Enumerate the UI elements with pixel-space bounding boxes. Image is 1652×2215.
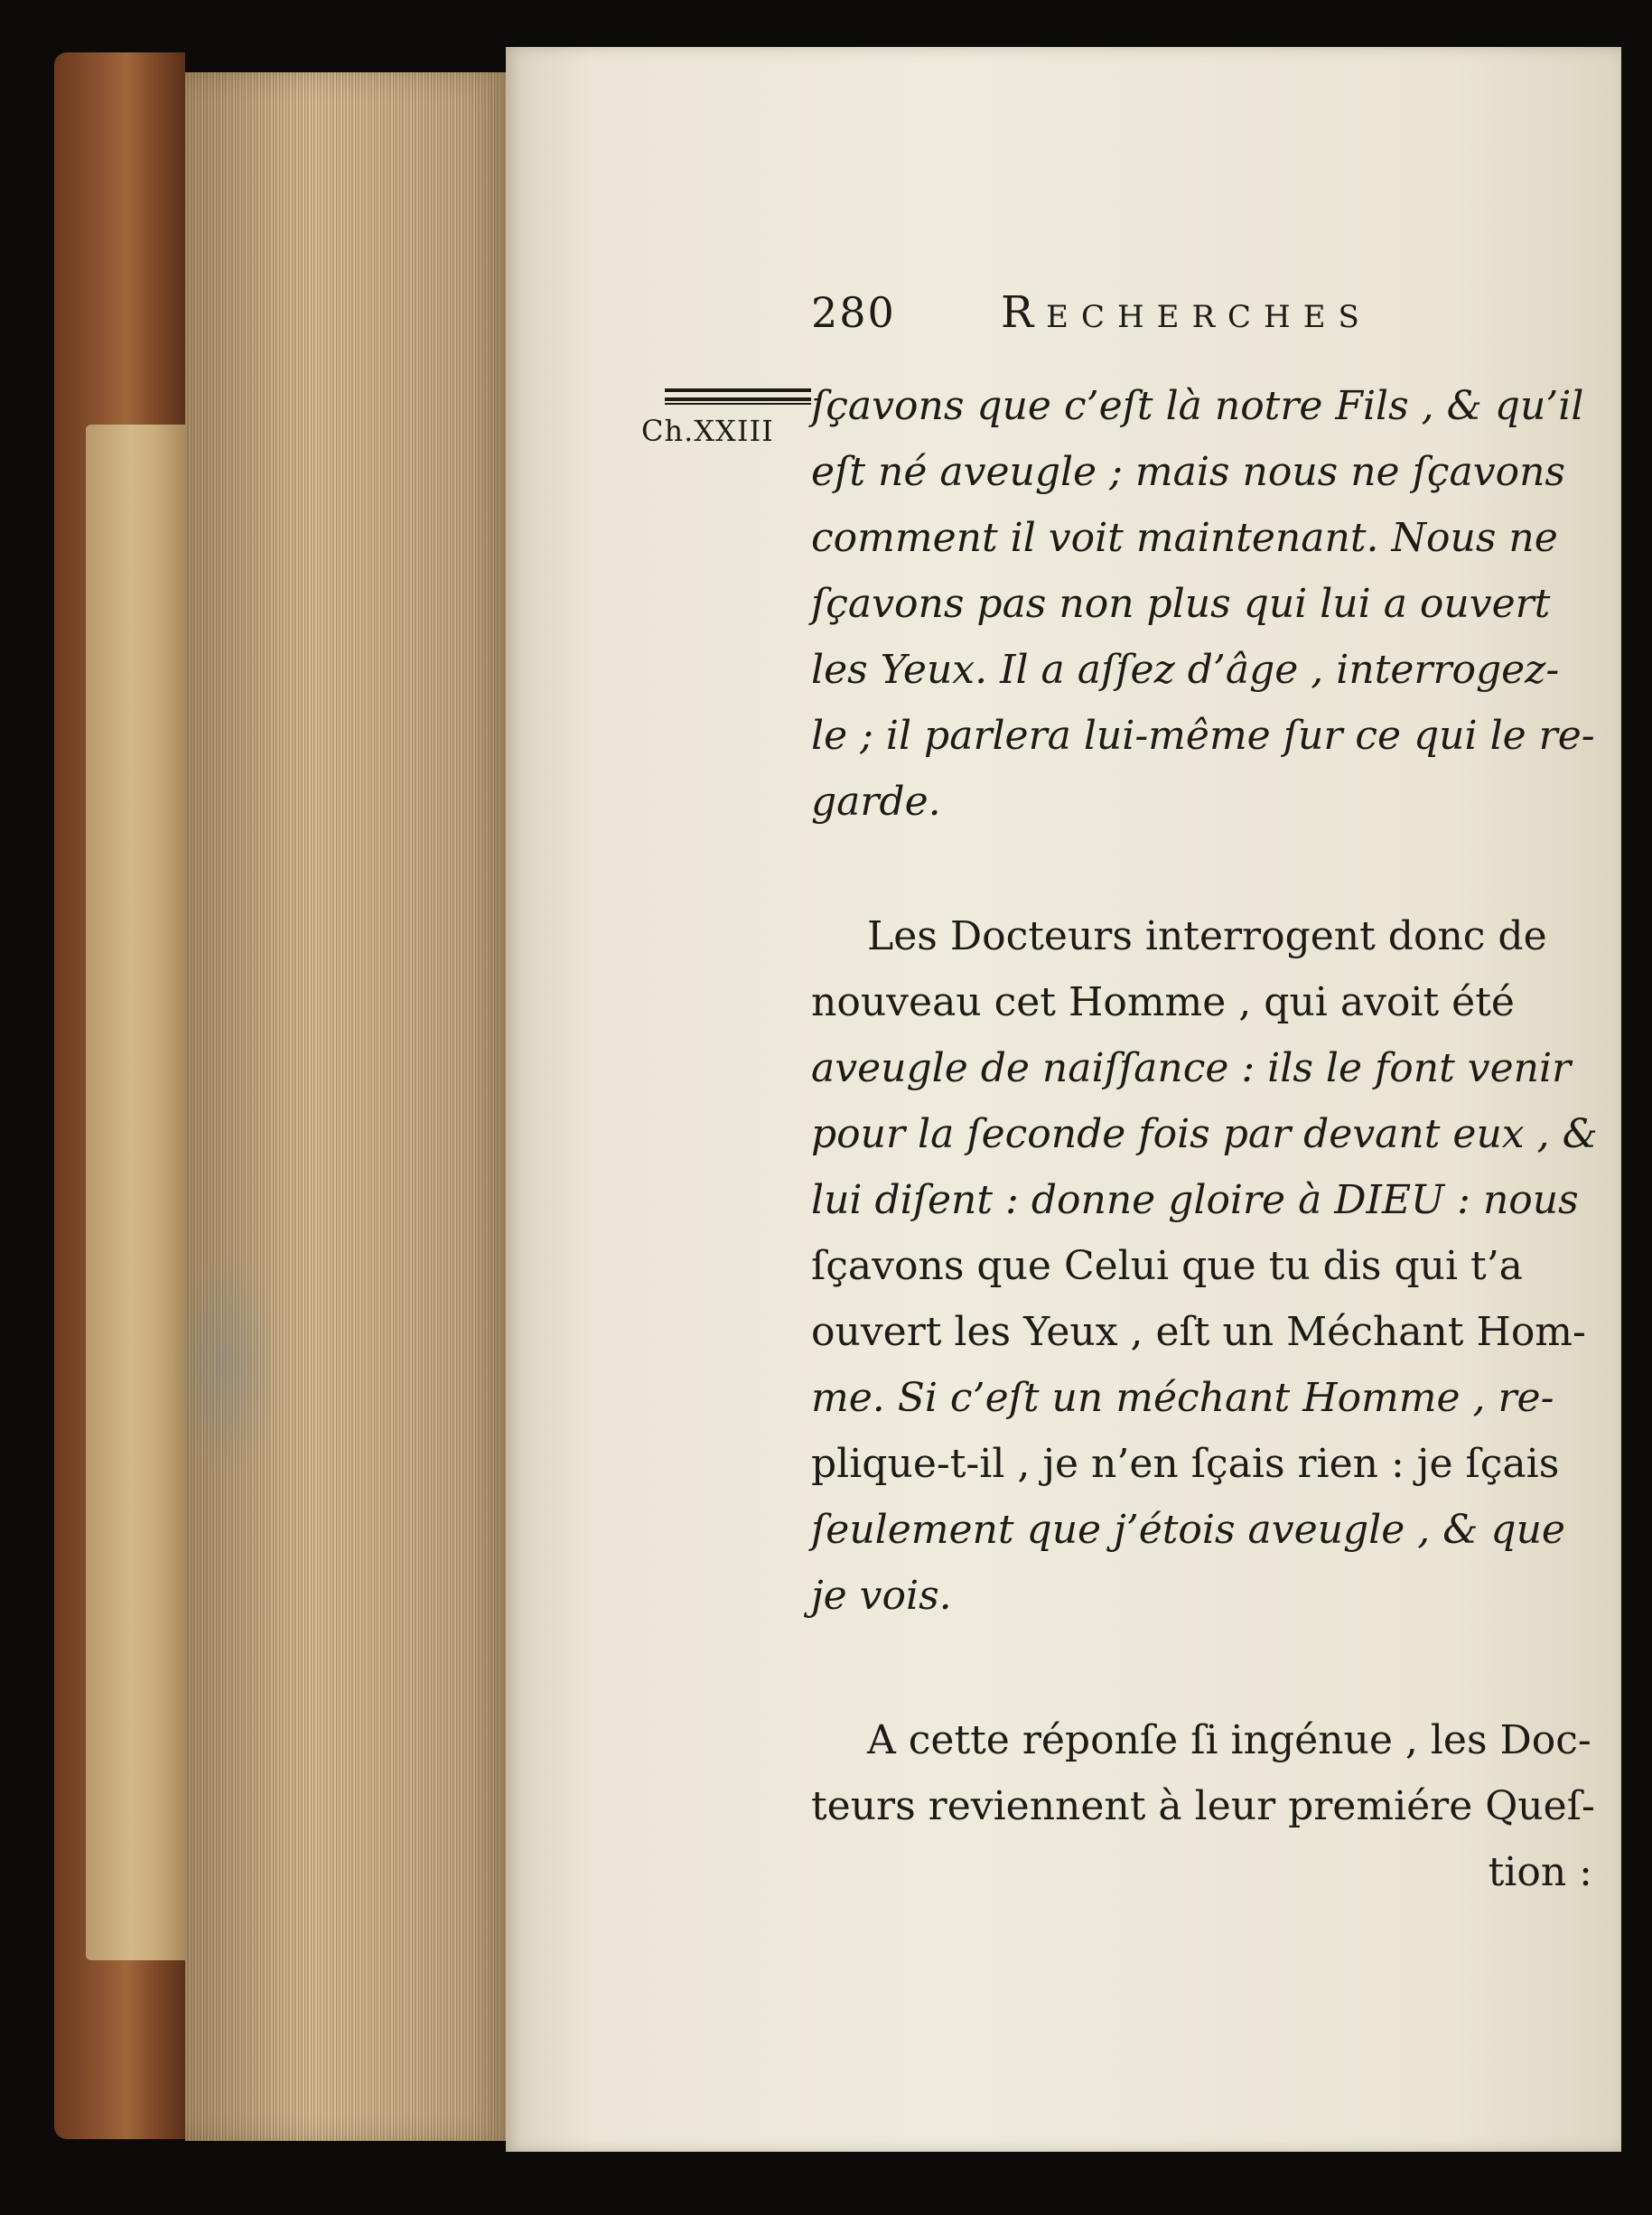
text-line: les Yeux. Il a aſſez d’âge , interrogez- [811, 647, 1560, 693]
water-stain [172, 1247, 280, 1481]
text-line: ſçavons pas non plus qui lui a ouvert [811, 581, 1551, 627]
chapter-rule [665, 403, 811, 405]
paragraph-2 [811, 903, 1598, 1629]
text-line: tion : [1488, 1849, 1592, 1895]
text-line: le ; il parlera lui-même ſur ce qui le re- [811, 713, 1595, 759]
text-line: Les Docteurs interrogent donc de [867, 913, 1547, 959]
chapter-rule [665, 397, 811, 401]
page-edges-shade [185, 72, 506, 2141]
binding-vellum [86, 425, 185, 1960]
running-head [811, 287, 1443, 350]
text-line: ouvert les Yeux , eſt un Méchant Hom- [811, 1309, 1586, 1355]
chapter-label: Ch.XXIII [641, 414, 774, 448]
paragraph-3 [811, 1707, 1595, 1905]
text-line: me. Si c’eſt un méchant Homme , re- [811, 1375, 1554, 1421]
text-line: plique-t-il , je n’en ſçais rien : je ſçais [811, 1441, 1560, 1487]
text-line: lui diſent : donne gloire à DIEU : nous [811, 1177, 1579, 1223]
paragraph-1 [811, 373, 1595, 835]
text-line: aveugle de naiſſance : ils le font venir [811, 1045, 1572, 1091]
text-line: ſçavons que Celui que tu dis qui t’a [811, 1243, 1523, 1289]
text-line: ſçavons que c’eſt là notre Fils , & qu’il [811, 383, 1584, 429]
text-line: je vois. [811, 1573, 952, 1619]
text-line: garde. [811, 779, 941, 825]
text-line: eſt né aveugle ; mais nous ne ſçavons [811, 449, 1566, 495]
text-line: ſeulement que j’étois aveugle , & que [811, 1507, 1565, 1553]
text-line: teurs reviennent à leur premiére Queſ- [811, 1783, 1595, 1829]
text-line: nouveau cet Homme , qui avoit été [811, 979, 1515, 1025]
page-number: 280 [811, 288, 896, 337]
chapter-marker [641, 388, 813, 452]
chapter-rule [665, 388, 811, 392]
running-title: Recherches [1001, 287, 1372, 338]
text-line: pour la ſeconde fois par devant eux , & [811, 1111, 1598, 1157]
text-line: A cette réponſe ſi ingénue , les Doc- [867, 1717, 1591, 1763]
text-line: comment il voit maintenant. Nous ne [811, 515, 1558, 561]
